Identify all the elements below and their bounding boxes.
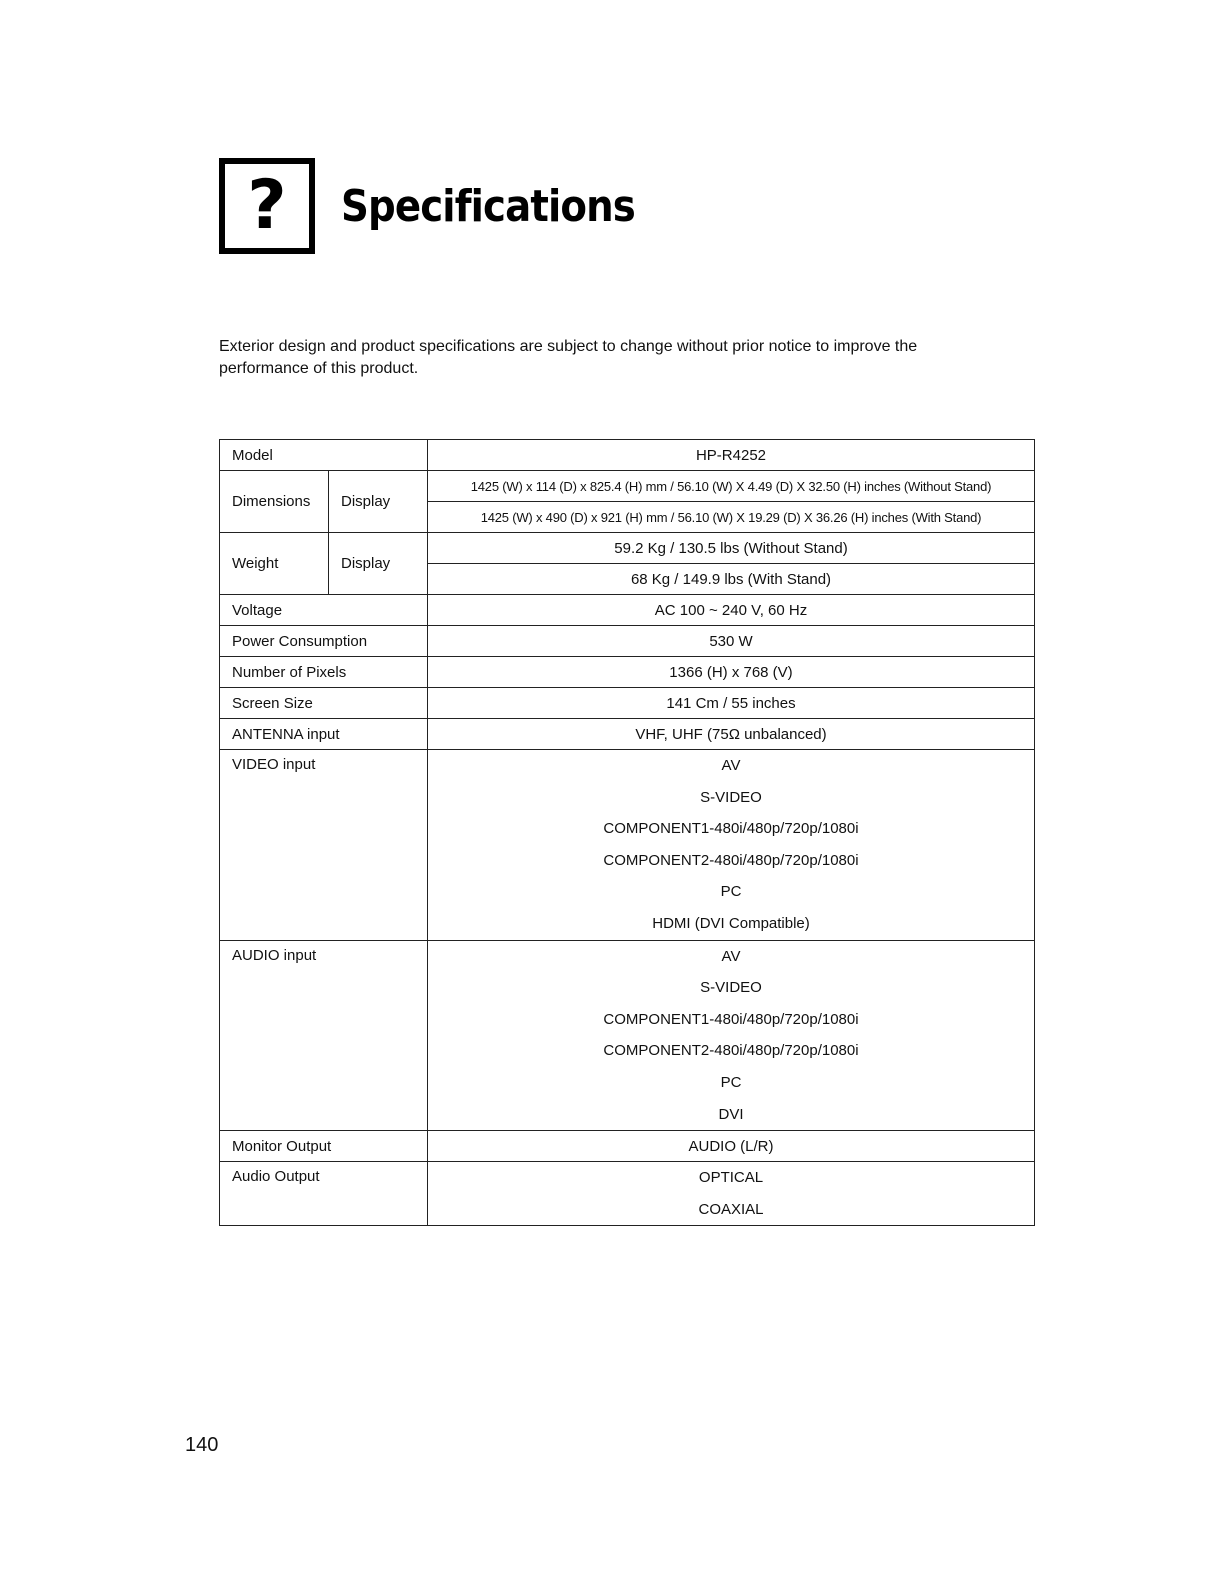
audio-input-values bbox=[428, 940, 1035, 1131]
table-row-voltage bbox=[220, 595, 1035, 626]
list-item: DVI bbox=[718, 1105, 744, 1123]
power-label: Power Consumption bbox=[220, 626, 428, 657]
list-item: PC bbox=[720, 883, 742, 901]
pixels-value: 1366 (H) x 768 (V) bbox=[428, 657, 1035, 688]
dimensions-value-with-stand: 1425 (W) x 490 (D) x 921 (H) mm / 56.10 (W) X 19.29 (D) X 36.26 (H) inches (With Stand) bbox=[428, 502, 1035, 533]
voltage-value: AC 100 ~ 240 V, 60 Hz bbox=[428, 595, 1035, 626]
model-value: HP-R4252 bbox=[428, 440, 1035, 471]
list-item: AV bbox=[721, 757, 741, 774]
table-row-audio-output bbox=[220, 1162, 1035, 1226]
list-item: S-VIDEO bbox=[700, 788, 762, 806]
page-number: 140 bbox=[185, 1434, 219, 1456]
monitor-output-label: Monitor Output bbox=[220, 1131, 428, 1162]
list-item: HDMI (DVI Compatible) bbox=[652, 914, 810, 932]
table-row-antenna bbox=[220, 719, 1035, 750]
specifications-table bbox=[219, 439, 1035, 1226]
audio-output-label: Audio Output bbox=[220, 1162, 428, 1226]
list-item: OPTICAL bbox=[698, 1169, 764, 1187]
table-row-power bbox=[220, 626, 1035, 657]
list-item: COMPONENT2-480i/480p/720p/1080i bbox=[603, 851, 859, 869]
list-item: COMPONENT1-480i/480p/720p/1080i bbox=[603, 820, 859, 838]
table-row-audio bbox=[220, 940, 1035, 1131]
pixels-label: Number of Pixels bbox=[220, 657, 428, 688]
list-item: S-VIDEO bbox=[700, 979, 762, 997]
table-row-monitor bbox=[220, 1131, 1035, 1162]
notice-text: Exterior design and product specifications are subject to change without prior notice to improve the performance of this product. bbox=[219, 338, 918, 377]
dimensions-value-without-stand: 1425 (W) x 114 (D) x 825.4 (H) mm / 56.10 (W) X 4.49 (D) X 32.50 (H) inches (Without Stand) bbox=[428, 471, 1035, 502]
dimensions-label: Dimensions bbox=[220, 471, 329, 533]
list-item: COAXIAL bbox=[698, 1200, 764, 1218]
table-row-dimensions bbox=[220, 471, 1035, 502]
power-value: 530 W bbox=[428, 626, 1035, 657]
table-row-model bbox=[220, 440, 1035, 471]
page-header bbox=[219, 158, 675, 254]
weight-value-with-stand: 68 Kg / 149.9 lbs (With Stand) bbox=[428, 564, 1035, 595]
model-label: Model bbox=[220, 440, 428, 471]
weight-value-without-stand: 59.2 Kg / 130.5 lbs (Without Stand) bbox=[428, 533, 1035, 564]
table-row-pixels bbox=[220, 657, 1035, 688]
dimensions-sublabel: Display bbox=[329, 471, 428, 533]
list-item: PC bbox=[720, 1073, 742, 1091]
antenna-label: ANTENNA input bbox=[220, 719, 428, 750]
table-row-weight bbox=[220, 533, 1035, 564]
antenna-value: VHF, UHF (75Ω unbalanced) bbox=[428, 719, 1035, 750]
question-mark-glyph: ? bbox=[247, 166, 287, 245]
screen-size-value: 141 Cm / 55 inches bbox=[428, 688, 1035, 719]
page-title: Specifications bbox=[341, 180, 635, 232]
video-input-label: VIDEO input bbox=[220, 750, 428, 941]
audio-input-label: AUDIO input bbox=[220, 940, 428, 1131]
audio-output-values bbox=[428, 1162, 1035, 1226]
voltage-label: Voltage bbox=[220, 595, 428, 626]
screen-size-label: Screen Size bbox=[220, 688, 428, 719]
video-input-values bbox=[428, 750, 1035, 941]
table-row-video bbox=[220, 750, 1035, 941]
monitor-output-value: AUDIO (L/R) bbox=[428, 1131, 1035, 1162]
list-item: COMPONENT1-480i/480p/720p/1080i bbox=[603, 1010, 859, 1028]
table-row-screen bbox=[220, 688, 1035, 719]
question-mark-icon bbox=[219, 158, 315, 254]
weight-sublabel: Display bbox=[329, 533, 428, 595]
list-item: AV bbox=[721, 947, 741, 965]
list-item: COMPONENT2-480i/480p/720p/1080i bbox=[603, 1042, 859, 1060]
weight-label: Weight bbox=[220, 533, 329, 595]
